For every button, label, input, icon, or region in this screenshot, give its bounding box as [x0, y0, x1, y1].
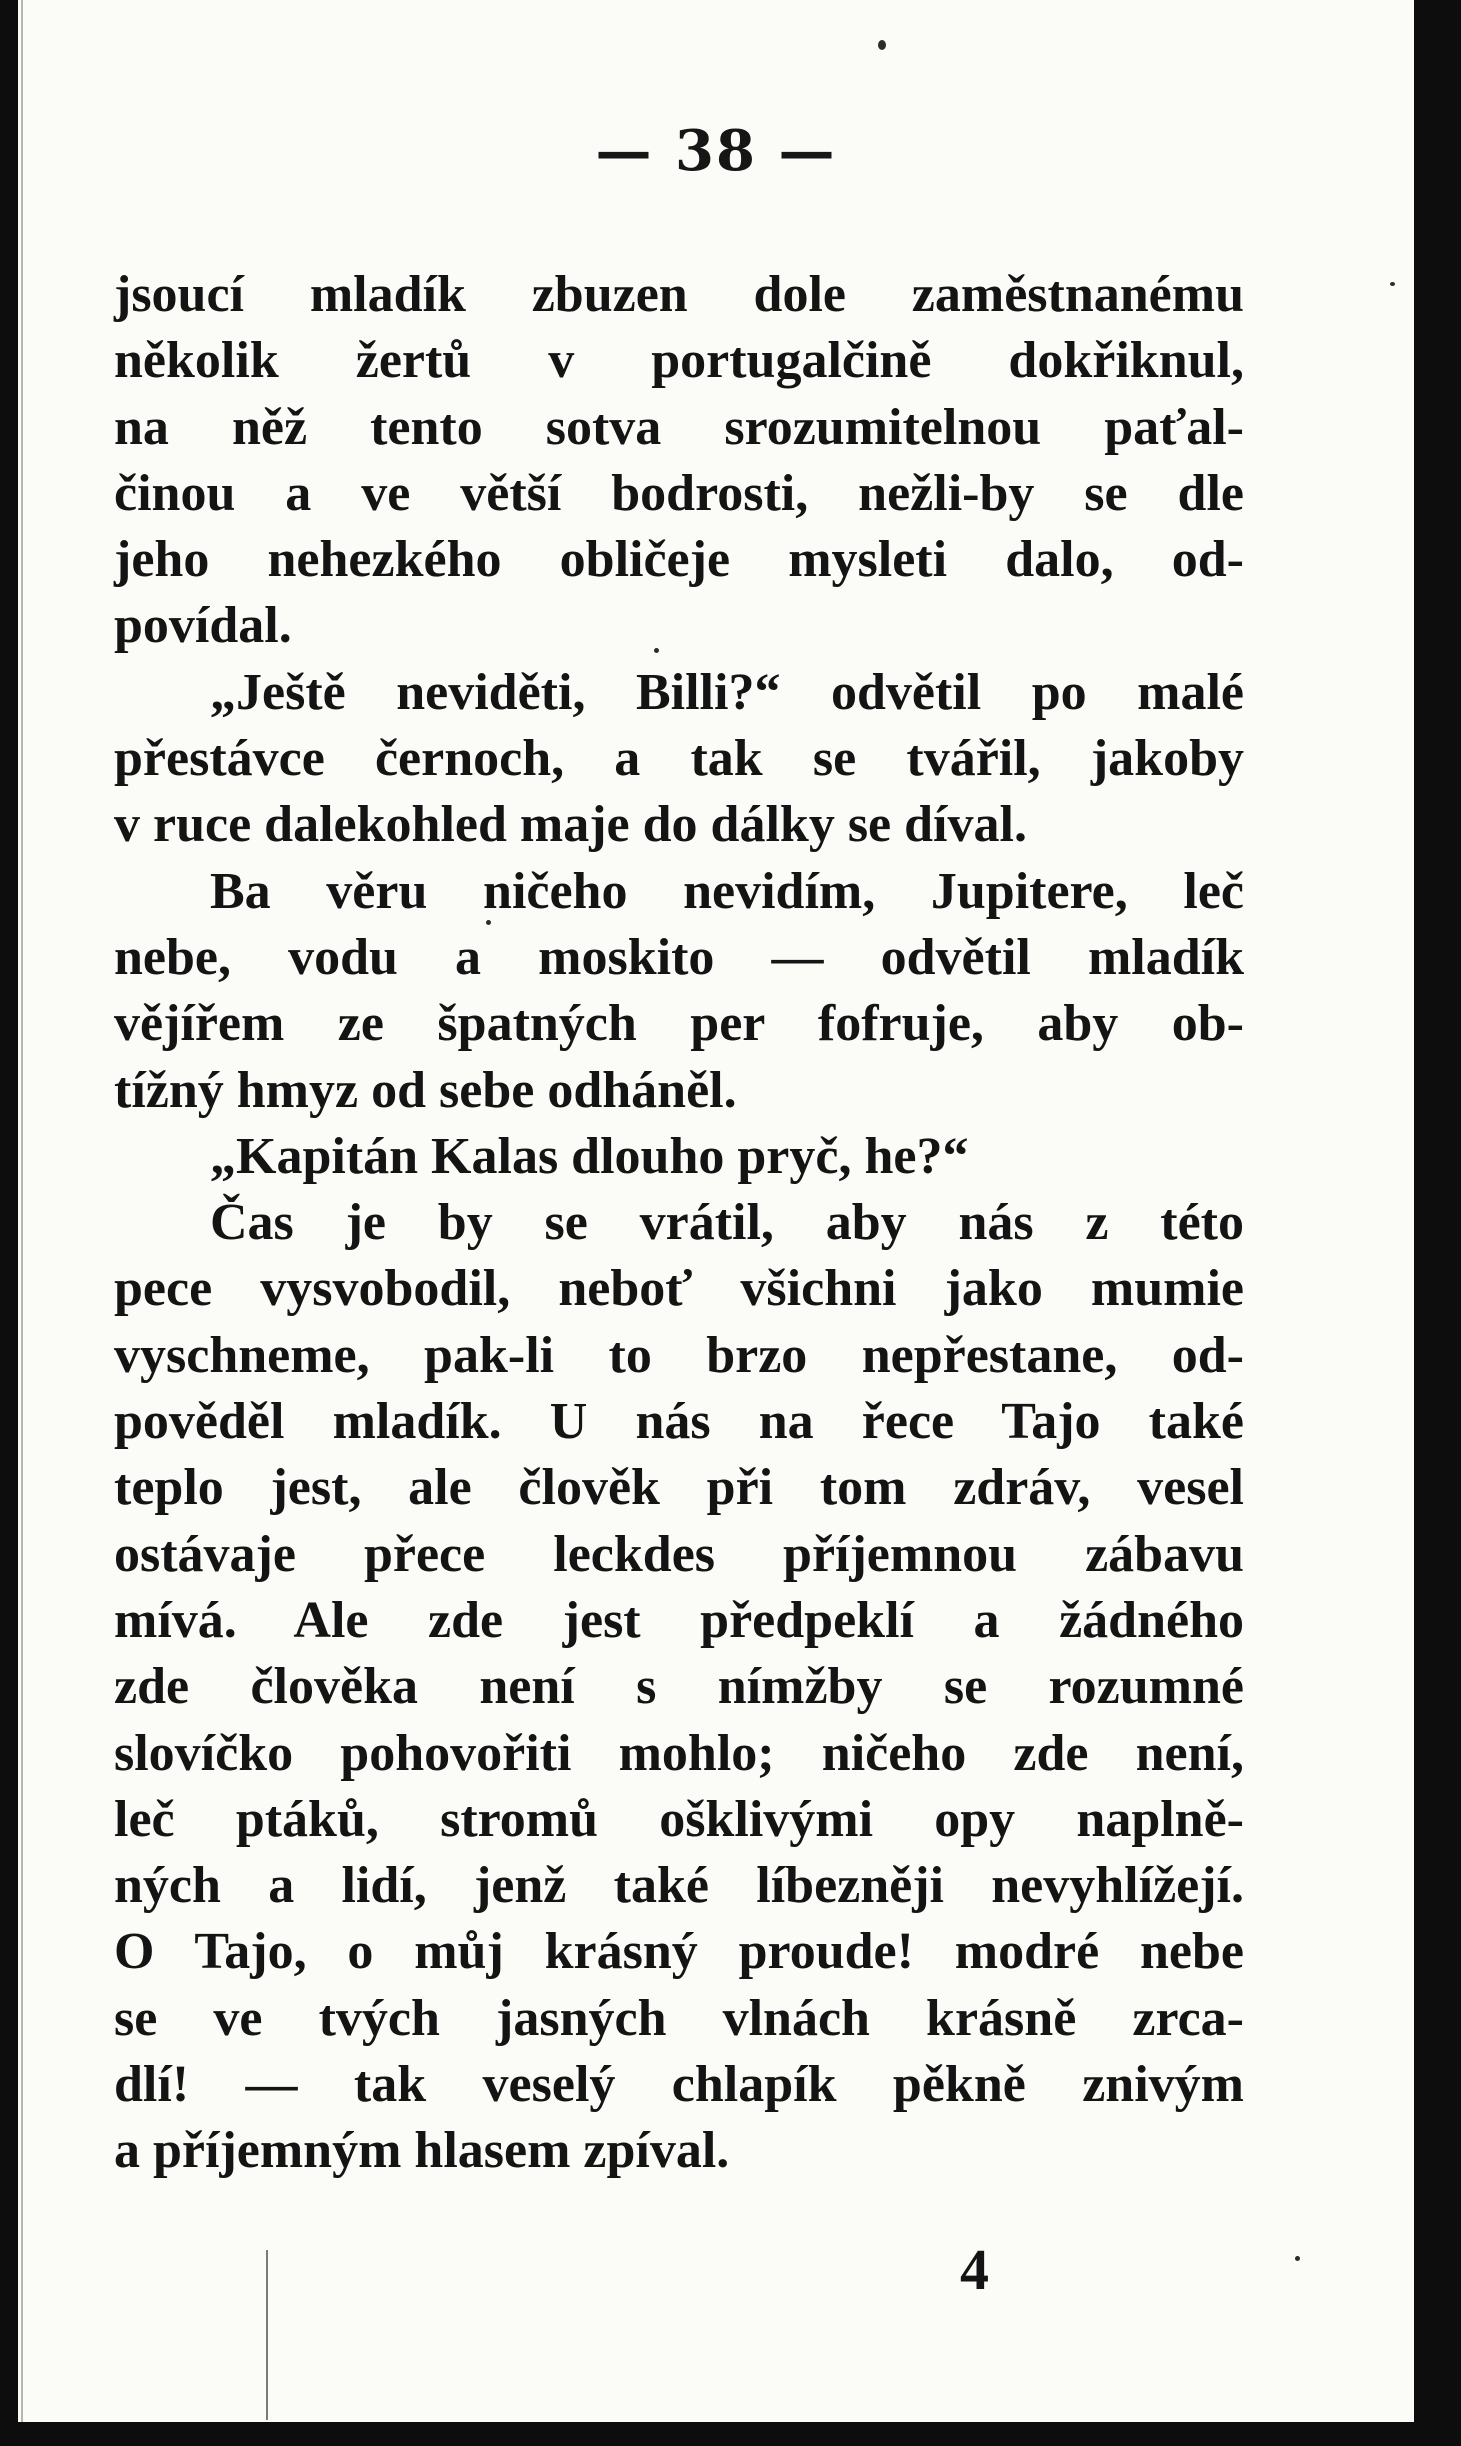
- text-line: ostávaje přece leckdes příjemnou zábavu: [114, 1525, 1244, 1583]
- text-line: jsoucí mladík zbuzen dole zaměstnanému: [114, 266, 1244, 323]
- text-line: činou a ve větší bodrosti, nežli-by se dle: [114, 464, 1244, 522]
- text-line: pece vysvobodil, neboť všichni jako mumie: [114, 1260, 1244, 1318]
- scan-border-bottom: [0, 2422, 1461, 2446]
- body-text: [114, 262, 1244, 2185]
- text-line: Čas je by se vrátil, aby nás z této: [210, 1194, 1244, 1252]
- text-line: ných a lidí, jenž také líbezněji nevyhlížejí.: [114, 1857, 1244, 1915]
- text-line: leč ptáků, stromů ošklivými opy naplně-: [114, 1790, 1244, 1848]
- text-line: povídal.: [114, 597, 292, 655]
- scan-crack: [266, 2250, 268, 2420]
- scan-speck: [1390, 282, 1395, 286]
- text-line: mívá. Ale zde jest předpeklí a žádného: [114, 1591, 1244, 1649]
- book-page: [18, 0, 1414, 2422]
- text-line: jeho nehezkého obličeje mysleti dalo, od-: [114, 531, 1244, 589]
- signature-mark: 4: [960, 2237, 989, 2302]
- text-line: se ve tvých jasných vlnách krásně zrca-: [114, 1989, 1244, 2047]
- text-line: na něž tento sotva srozumitelnou paťal-: [114, 398, 1244, 456]
- text-line: v ruce dalekohled maje do dálky se díval.: [114, 796, 1027, 854]
- text-line: vějířem ze špatných per fofruje, aby ob-: [114, 995, 1244, 1053]
- page-number: — 38 —: [595, 118, 837, 184]
- text-line: přestávce černoch, a tak se tvářil, jakoby: [114, 730, 1244, 788]
- scan-crack: [21, 0, 23, 2422]
- text-line: dlí! — tak veselý chlapík pěkně znivým: [114, 2056, 1244, 2114]
- text-line: a příjemným hlasem zpíval.: [114, 2122, 730, 2180]
- text-line: zde člověka není s nímžby se rozumné: [114, 1658, 1244, 1716]
- text-line: slovíčko pohovořiti mohlo; ničeho zde není,: [114, 1724, 1244, 1782]
- text-line: pověděl mladík. U nás na řece Tajo také: [114, 1393, 1244, 1451]
- scan-speck: [654, 648, 659, 653]
- text-line: tížný hmyz od sebe odháněl.: [114, 1061, 737, 1119]
- scan-speck: [486, 920, 491, 925]
- text-line: „Ještě neviděti, Billi?“ odvětil po malé: [210, 663, 1244, 721]
- scan-speck: [878, 40, 886, 50]
- text-line: nebe, vodu a moskito — odvětil mladík: [114, 928, 1244, 986]
- text-line: Ba věru ničeho nevidím, Jupitere, leč: [210, 862, 1244, 920]
- text-line: několik žertů v portugalčině dokřiknul,: [114, 332, 1244, 390]
- text-line: teplo jest, ale člověk při tom zdráv, vesel: [114, 1459, 1244, 1517]
- scan-border-right: [1414, 0, 1461, 2446]
- scan-speck: [1295, 2256, 1300, 2261]
- text-line: „Kapitán Kalas dlouho pryč, he?“: [210, 1127, 969, 1185]
- text-line: O Tajo, o můj krásný proude! modré nebe: [114, 1923, 1244, 1981]
- text-line: vyschneme, pak-li to brzo nepřestane, od-: [114, 1326, 1244, 1384]
